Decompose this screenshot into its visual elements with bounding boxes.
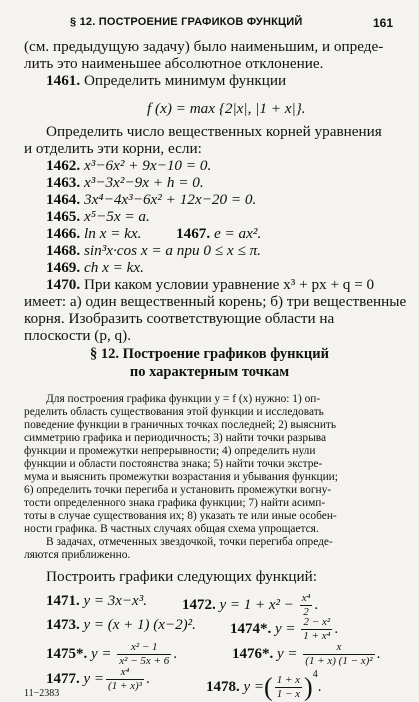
- problem-number: 1471.: [46, 593, 80, 609]
- problem-expression: y =: [277, 645, 298, 662]
- method-text-line-12: В задачах, отмеченных звездочкой, точки перегиба опреде-: [46, 536, 333, 548]
- problem-1466: [46, 225, 141, 243]
- method-text-line-6: функции и области постоянства знака; 5) найти точки экстре-: [24, 458, 323, 470]
- method-text-line-7: мума и выяснить промежутки возрастания и убывания функции;: [24, 471, 338, 483]
- problem-expression: y =: [243, 679, 265, 695]
- problem-text: Определить минимум функции: [83, 72, 287, 89]
- header-section-title: § 12. ПОСТРОЕНИЕ ГРАФИКОВ ФУНКЦИЙ: [70, 16, 303, 28]
- numerator: x² − 1: [117, 641, 171, 655]
- problem-1478: [206, 666, 321, 701]
- method-text-line-4: симметрию графика и периодичность; 3) найти точки разрыва: [24, 432, 327, 444]
- problem-expression: ln x = kx.: [83, 225, 142, 242]
- problem-expression: y =: [275, 620, 296, 637]
- problem-expression: x³−6x² + 9x−10 = 0.: [83, 157, 212, 174]
- problem-text: При каком условии уравнение x³ + px + q = 0: [83, 276, 375, 293]
- page-number: 161: [372, 16, 393, 30]
- numerator: x: [303, 641, 374, 655]
- problem-number: 1473.: [46, 617, 80, 633]
- problem-1474: [230, 616, 338, 643]
- problem-number: 1461.: [46, 72, 81, 89]
- problem-number: 1476*.: [232, 645, 274, 662]
- method-text-line-1: Для построения графика функции y = f (x) нужно: 1) оп-: [46, 393, 321, 405]
- period: .: [376, 645, 381, 662]
- method-text-line-11: ности графика. В частных случаях общая схема упрощается.: [24, 523, 319, 535]
- problem-number: 1466.: [46, 225, 81, 242]
- problem-1470-line-2: имеет: а) один вещественный корень; б) три вещественные: [24, 293, 407, 310]
- problem-1472: [182, 592, 318, 619]
- problem-1469: [46, 259, 144, 277]
- period: .: [314, 596, 319, 613]
- exponent: 4: [312, 669, 318, 680]
- problem-1468: [46, 242, 261, 260]
- problem-number: 1472.: [182, 596, 216, 613]
- problem-number: 1475*.: [46, 645, 88, 662]
- denominator: 2: [303, 606, 309, 618]
- problem-1470-line-4: плоскости (p, q).: [24, 327, 131, 344]
- problem-1473: [46, 616, 196, 634]
- denominator: (1 + x) (1 − x)²: [305, 655, 373, 667]
- period: .: [317, 679, 322, 695]
- problem-number: 1467.: [176, 225, 211, 242]
- fraction: [117, 641, 171, 668]
- running-header: [0, 16, 419, 32]
- problem-expression: x³−3x²−9x + h = 0.: [83, 174, 204, 191]
- method-text-line-3: поведение функции в граничных точках последней; 2) выяснить: [24, 419, 337, 431]
- method-text-line-13: ляются приближенно.: [24, 549, 131, 561]
- numerator: 1 + x: [276, 674, 301, 687]
- method-text-line-5: функции и промежутки непрерывности; 4) определить нули: [24, 445, 316, 457]
- problem-1477: [46, 666, 150, 693]
- roots-intro-line-1: Определить число вещественных корней уравнения: [46, 123, 382, 140]
- problem-expression: e = ax².: [213, 225, 262, 242]
- numerator: x⁴: [301, 592, 311, 604]
- roots-intro-line-2: и отделить эти корни, если:: [24, 140, 202, 157]
- fraction: [303, 641, 374, 668]
- method-text-line-10: тоты в случае существования их; 8) указать те или иные особен-: [24, 510, 337, 522]
- right-paren: ): [304, 672, 313, 702]
- problem-expression: y = 1 + x² −: [219, 596, 294, 613]
- problem-number: 1468.: [46, 242, 81, 259]
- numerator: 2 − x²: [301, 616, 332, 630]
- problem-number: 1477.: [46, 670, 80, 687]
- problem-1476: [232, 641, 380, 668]
- problem-number: 1478.: [206, 679, 240, 695]
- problem-expression: sin³x·cos x = a при 0 ≤ x ≤ π.: [83, 242, 261, 259]
- method-text-line-8: 6) определить точки перегиба и установить промежутки вогну-: [24, 484, 332, 496]
- denominator: (1 + x)³: [108, 680, 142, 692]
- problem-number: 1465.: [46, 208, 81, 225]
- problem-number: 1470.: [46, 276, 81, 293]
- problem-1471: [46, 592, 147, 610]
- problem-1467: [176, 225, 261, 243]
- formula-1461: f (x) = max {2|x|, |1 + x|}.: [147, 100, 306, 117]
- method-text-line-2: ределить область существования этой функции и исследовать: [24, 406, 324, 418]
- problem-number: 1464.: [46, 191, 81, 208]
- problem-expression: y =: [83, 670, 105, 687]
- section-heading-line-2: по характерным точкам: [129, 364, 290, 380]
- problem-1463: [46, 174, 204, 192]
- problem-number: 1463.: [46, 174, 81, 191]
- fraction: [106, 666, 144, 693]
- graphs-intro: Построить графики следующих функций:: [46, 568, 317, 585]
- problem-1461: [46, 72, 286, 90]
- problem-expression: x⁵−5x = a.: [83, 208, 150, 225]
- left-paren: (: [264, 672, 273, 702]
- problem-1470-line-3: корня. Изобразить соответствующие области на: [24, 310, 335, 327]
- numerator: x⁴: [106, 666, 144, 680]
- printer-signature: 11−2383: [24, 688, 60, 699]
- problem-number: 1474*.: [230, 620, 272, 637]
- period: .: [334, 620, 339, 637]
- denominator: x² − 5x + 6: [119, 655, 170, 667]
- problem-1464: [46, 191, 256, 209]
- section-heading-line-1: § 12. Построение графиков функций: [90, 346, 329, 362]
- problem-1462: [46, 157, 211, 175]
- period: .: [173, 645, 177, 662]
- method-text-line-9: тости определенного знака графика функции; 7) найти асимп-: [24, 497, 326, 509]
- denominator: 1 + x⁴: [303, 630, 331, 642]
- problem-expression: y =: [91, 645, 112, 662]
- problem-number: 1469.: [46, 259, 81, 276]
- denominator: 1 − x: [276, 688, 301, 701]
- period: .: [145, 670, 150, 687]
- problem-1470-line-1: [46, 276, 374, 294]
- problem-expression: ch x = kx.: [83, 259, 144, 276]
- problem-1475: [46, 641, 177, 668]
- top-text-line-1: (см. предыдущую задачу) было наименьшим, и опреде-: [24, 38, 384, 55]
- top-text-line-2: лить это наименьшее абсолютное отклонение.: [24, 55, 324, 72]
- problem-expression: 3x⁴−4x³−6x² + 12x−20 = 0.: [83, 191, 257, 208]
- problem-1465: [46, 208, 150, 226]
- fraction: [301, 616, 332, 643]
- fraction: [300, 592, 313, 619]
- problem-number: 1462.: [46, 157, 81, 174]
- fraction: [275, 674, 302, 701]
- problem-expression: y = 3x−x³.: [83, 593, 147, 609]
- problem-expression: y = (x + 1) (x−2)².: [83, 617, 196, 633]
